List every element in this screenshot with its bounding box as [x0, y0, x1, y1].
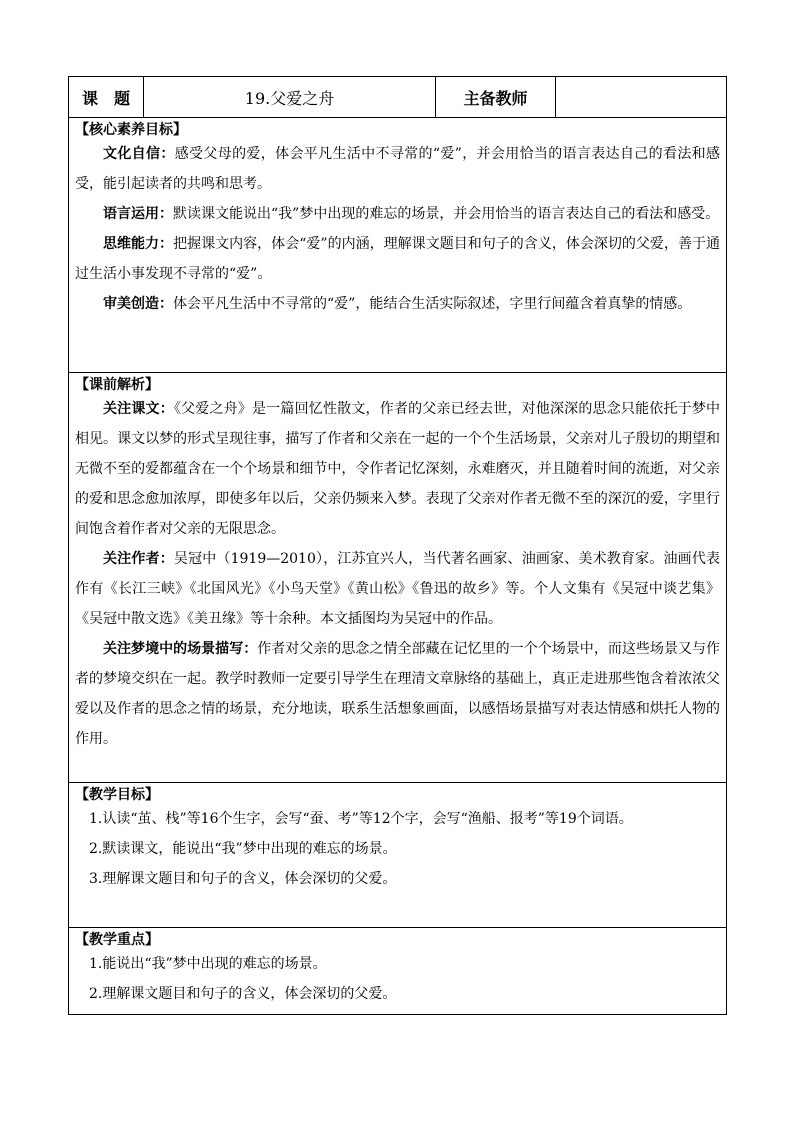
- teaching-goal-item: 2.默读课文，能说出“我”梦中出现的难忘的场景。: [89, 841, 397, 857]
- pre-analysis-item: 关注课文：《父爱之舟》是一篇回忆性散文，作者的父亲已经去世，对他深深的思念只能依托于梦中相见。课文以梦的形式呈现往事，描写了作者和父亲在一起的一个个生活场景，父亲对儿子殷切的期望和无微不至的爱都蕴含在一个个场景和细节中，令作者记忆深刻，永难磨灭，并且随着时间的流逝，对父亲的爱和思念愈加浓厚，即使多年以后，父亲仍频来入梦。表现了父亲对作者无微不至的深沉的爱，字里行间饱含着作者对父亲的无限思念。: [75, 401, 721, 537]
- key-point-item: 1.能说出“我”梦中出现的难忘的场景。: [89, 956, 327, 972]
- teaching-goal-item: 1.认读“茧、栈”等16个生字，会写“蚕、考”等12个字，会写“渔船、报考”等19个词语。: [89, 811, 633, 827]
- pre-analysis-row: [69, 373, 727, 783]
- header-row: [69, 77, 727, 118]
- teacher-label: 主备教师: [436, 77, 556, 118]
- teaching-goal-item: 3.理解课文题目和句子的含义，体会深切的父爱。: [89, 871, 397, 887]
- teacher-value: [556, 77, 727, 118]
- topic-value: 19.父爱之舟: [144, 77, 436, 118]
- key-points-row: [69, 928, 727, 1015]
- key-points-title: 【教学重点】: [75, 932, 159, 948]
- core-goals-title: 【核心素养目标】: [75, 122, 187, 138]
- pre-analysis-item: 关注梦境中的场景描写：作者对父亲的思念之情全部藏在记忆里的一个个场景中，而这些场景又与作者的梦境交织在一起。教学时教师一定要引导学生在理清文章脉络的基础上，真正走进那些饱含着浓浓父爱以及作者的思念之情的场景，充分地读，联系生活想象画面，以感悟场景描写对表达情感和烘托人物的作用。: [75, 641, 721, 747]
- core-goal-item: 文化自信：感受父母的爱，体会平凡生活中不寻常的“爱”，并会用恰当的语言表达自己的看法和感受，能引起读者的共鸣和思考。: [75, 146, 721, 192]
- teaching-goals-row: [69, 783, 727, 928]
- lesson-plan-sheet: [68, 76, 726, 1015]
- pre-analysis-title: 【课前解析】: [75, 377, 159, 393]
- core-goal-item: 语言运用：默读课文能说出“我”梦中出现的难忘的场景，并会用恰当的语言表达自己的看法和感受。: [103, 206, 720, 222]
- teaching-goals-title: 【教学目标】: [75, 787, 159, 803]
- pre-analysis-item: 关注作者：吴冠中（1919—2010），江苏宜兴人，当代著名画家、油画家、美术教育家。油画代表作有《长江三峡》《北国风光》《小鸟天堂》《黄山松》《鲁迅的故乡》等。个人文集有《吴冠中谈艺集》《吴冠中散文选》《美丑缘》等十余种。本文插图均为吴冠中的作品。: [75, 551, 720, 627]
- topic-label: 课 题: [69, 77, 144, 118]
- key-point-item: 2.理解课文题目和句子的含义，体会深切的父爱。: [89, 986, 397, 1002]
- core-goal-item: 审美创造：体会平凡生活中不寻常的“爱”，能结合生活实际叙述，字里行间蕴含着真挚的情感。: [103, 296, 692, 312]
- core-goals-row: [69, 118, 727, 373]
- core-goal-item: 思维能力：把握课文内容，体会“爱”的内涵，理解课文题目和句子的含义，体会深切的父爱，善于通过生活小事发现不寻常的“爱”。: [75, 236, 720, 282]
- lesson-plan-table: [68, 76, 727, 1015]
